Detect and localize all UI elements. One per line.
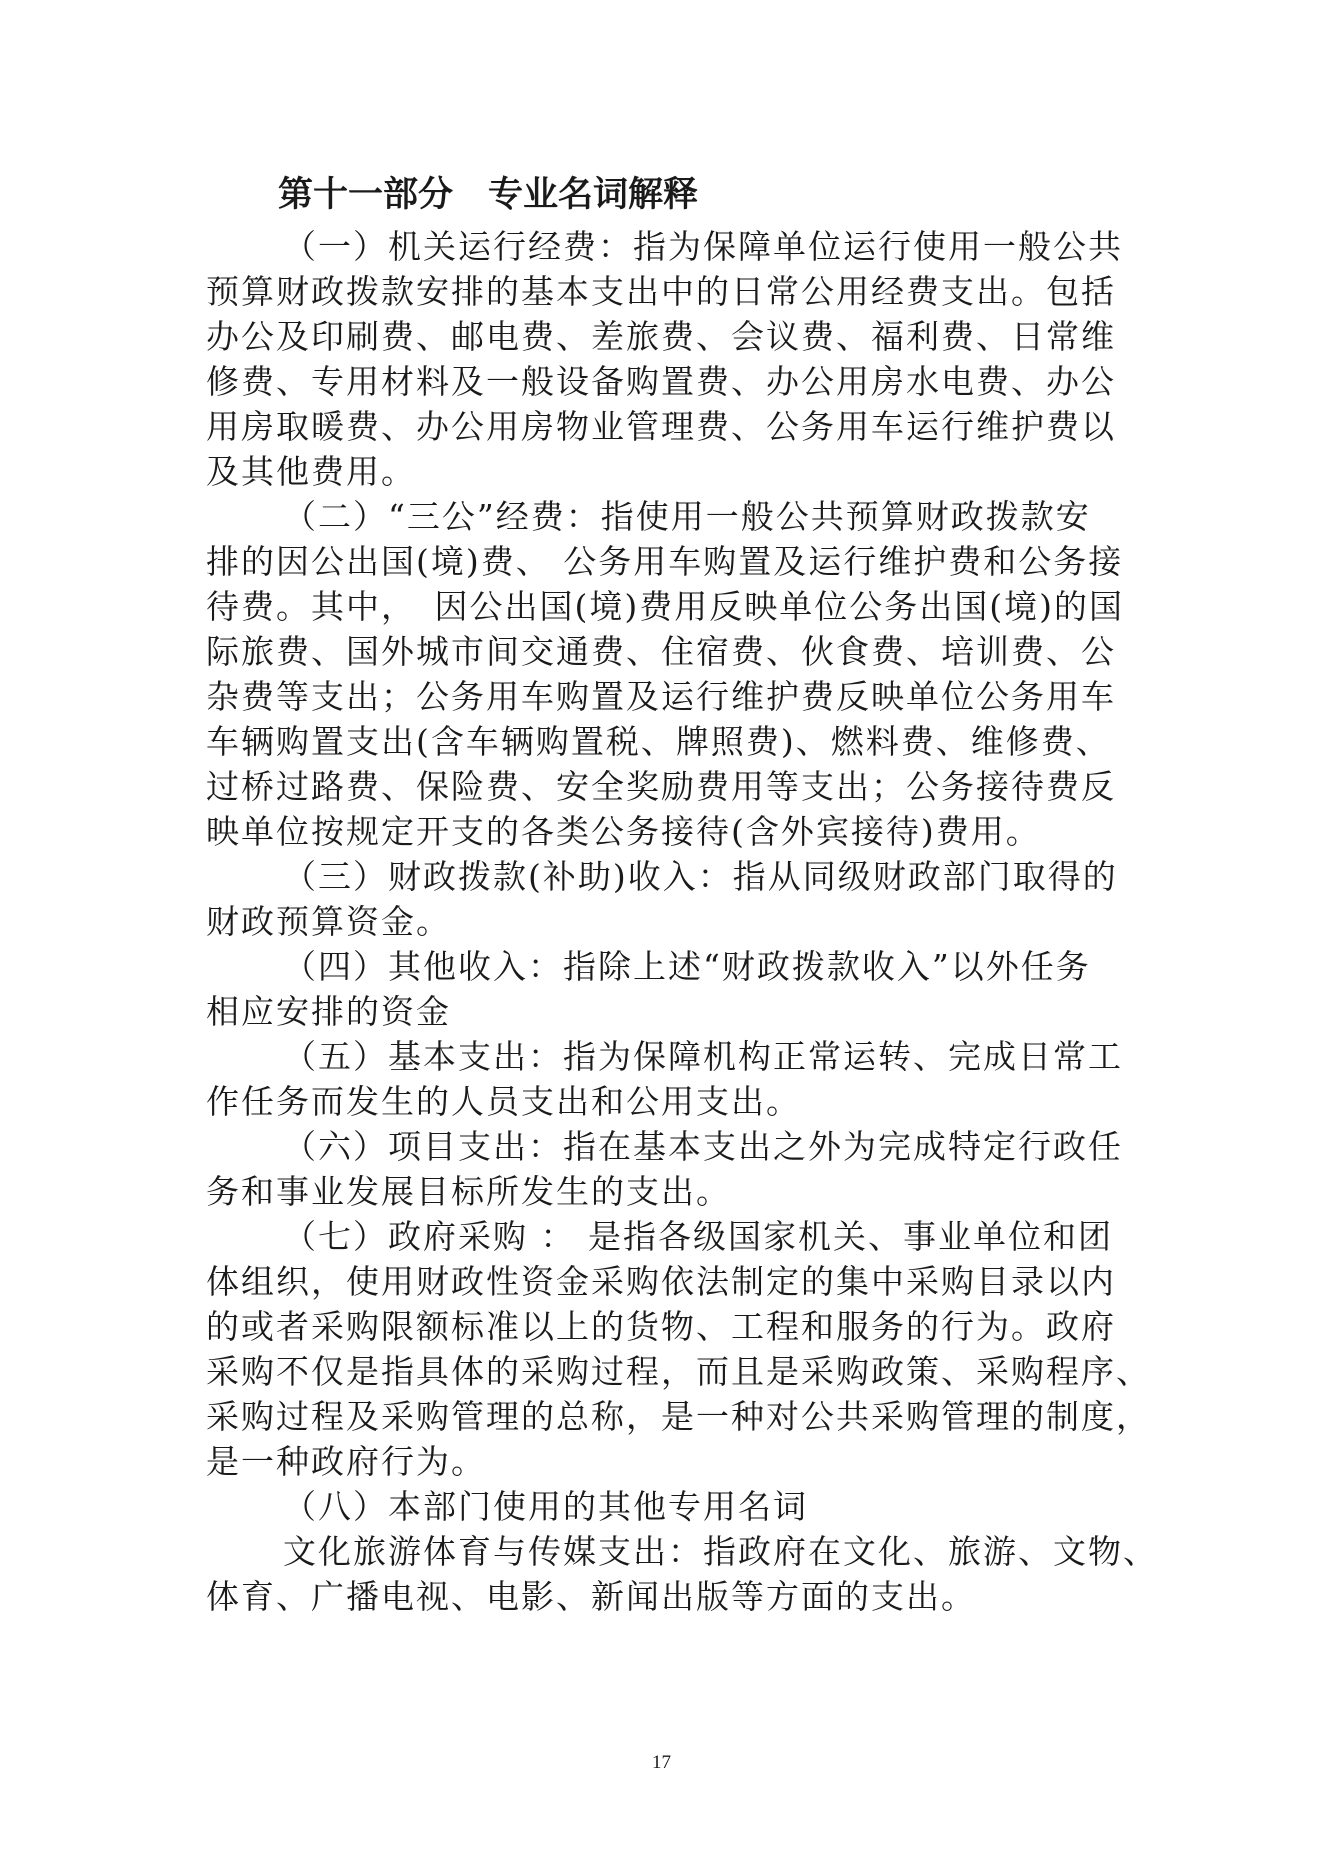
text-line: （二）“三公”经费：指使用一般公共预算财政拨款安 [283, 497, 1091, 536]
text-line: 体组织，使用财政性资金采购依法制定的集中采购目录以内 [206, 1262, 1116, 1301]
text-line: 务和事业发展目标所发生的支出。 [206, 1172, 731, 1211]
text-line: （六）项目支出：指在基本支出之外为完成特定行政任 [283, 1127, 1123, 1166]
text-line: 作任务而发生的人员支出和公用支出。 [206, 1082, 801, 1121]
text-line: 际旅费、国外城市间交通费、住宿费、伙食费、培训费、公 [206, 632, 1116, 671]
text-line: 的或者采购限额标准以上的货物、工程和服务的行为。政府 [206, 1307, 1116, 1346]
text-line: （一）机关运行经费：指为保障单位运行使用一般公共 [283, 227, 1123, 266]
text-line: （五）基本支出：指为保障机构正常运转、完成日常工 [283, 1037, 1123, 1076]
text-line: 待费。其中， 因公出国(境)费用反映单位公务出国(境)的国 [206, 587, 1124, 626]
text-line: （八）本部门使用的其他专用名词 [283, 1487, 808, 1526]
text-line: 预算财政拨款安排的基本支出中的日常公用经费支出。包括 [206, 272, 1116, 311]
text-line: 采购不仅是指具体的采购过程，而且是采购政策、采购程序、 [206, 1352, 1151, 1391]
text-line: 车辆购置支出(含车辆购置税、牌照费)、燃料费、维修费、 [206, 722, 1111, 761]
text-line: （三）财政拨款(补助)收入：指从同级财政部门取得的 [283, 857, 1118, 896]
text-line: 过桥过路费、保险费、安全奖励费用等支出；公务接待费反 [206, 767, 1116, 806]
body-text [206, 224, 1158, 1619]
text-line: 办公及印刷费、邮电费、差旅费、会议费、福利费、日常维 [206, 317, 1116, 356]
page-number: 17 [652, 1752, 671, 1773]
text-line: （七）政府采购 ： 是指各级国家机关、事业单位和团 [283, 1217, 1113, 1256]
text-line: 文化旅游体育与传媒支出：指政府在文化、旅游、文物、 [283, 1532, 1158, 1571]
text-line: 用房取暖费、办公用房物业管理费、公务用车运行维护费以 [206, 407, 1116, 446]
text-line: 杂费等支出；公务用车购置及运行维护费反映单位公务用车 [206, 677, 1116, 716]
text-line: 财政预算资金。 [206, 902, 451, 941]
text-line: （四）其他收入：指除上述“财政拨款收入”以外任务 [283, 947, 1091, 986]
text-line: 修费、专用材料及一般设备购置费、办公用房水电费、办公 [206, 362, 1116, 401]
text-line: 采购过程及采购管理的总称，是一种对公共采购管理的制度， [206, 1397, 1151, 1436]
text-line: 排的因公出国(境)费、 公务用车购置及运行维护费和公务接 [206, 542, 1124, 581]
section-title: 第十一部分 专业名词解释 [278, 175, 699, 215]
text-line: 是一种政府行为。 [206, 1442, 486, 1481]
text-line: 及其他费用。 [206, 452, 416, 491]
text-line: 体育、广播电视、电影、新闻出版等方面的支出。 [206, 1577, 976, 1616]
text-line: 相应安排的资金 [206, 992, 451, 1031]
text-line: 映单位按规定开支的各类公务接待(含外宾接待)费用。 [206, 812, 1041, 851]
